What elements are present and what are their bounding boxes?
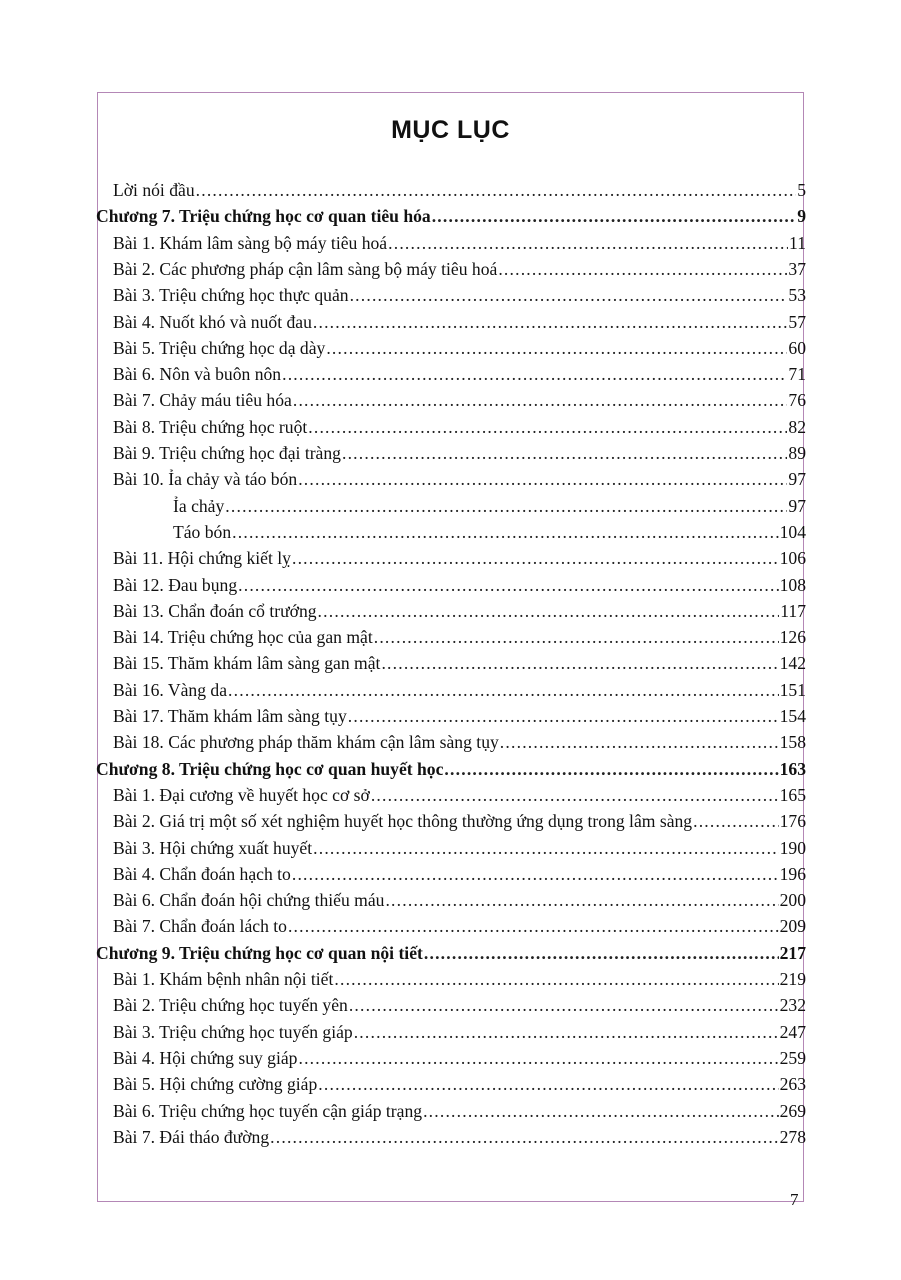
toc-entry-page: 209 [779,916,806,937]
toc-chapter-entry [96,203,806,229]
toc-entry-label: Bài 11. Hội chứng kiết lỵ [113,548,291,569]
toc-entry-label: Ỉa chảy [173,495,225,516]
toc-entry-page: 126 [779,627,806,648]
toc-entry-page: 263 [779,1074,806,1095]
toc-entry-label: Lời nói đầu [113,180,195,200]
toc-entry [113,835,806,861]
toc-entry [113,230,806,256]
toc-entry-page: 176 [779,811,806,832]
toc-entry [113,545,806,571]
toc-dot-leader [282,361,787,387]
toc-dot-leader [498,256,787,282]
toc-entry [113,572,806,598]
toc-entry [113,1019,806,1045]
toc-entry-page: 108 [779,574,806,595]
toc-entry-label: Bài 4. Nuốt khó và nuốt đau [113,311,312,332]
toc-entry-page: 60 [788,337,806,358]
toc-dot-leader [288,913,779,939]
toc-entry-page: 97 [788,495,806,516]
toc-entry-label: Táo bón [173,521,232,542]
toc-entry-label: Bài 6. Triệu chứng học tuyến cận giáp trạng [113,1100,423,1121]
toc-dot-leader [318,1071,778,1097]
toc-entry-label: Bài 6. Chẩn đoán hội chứng thiếu máu [113,890,385,911]
toc-entry [113,282,806,308]
toc-entry [113,1124,806,1150]
toc-entry-label: Bài 3. Hội chứng xuất huyết [113,837,313,858]
toc-entry [173,493,806,519]
toc-dot-leader [385,887,778,913]
toc-entry-page: 5 [797,180,806,200]
toc-dot-leader [225,493,787,519]
toc-dot-leader [381,650,778,676]
toc-entry [113,440,806,466]
toc-entry-label: Bài 6. Nôn và buôn nôn [113,364,282,385]
toc-entry-label: Bài 3. Triệu chứng học tuyến giáp [113,1021,353,1042]
toc-entry-label: Chương 8. Triệu chứng học cơ quan huyết học [96,758,444,779]
toc-entry-label: Bài 8. Triệu chứng học ruột [113,416,308,437]
toc-entry-page: 76 [788,390,806,411]
toc-entry [113,677,806,703]
toc-entry-label: Bài 5. Triệu chứng học dạ dày [113,337,326,358]
toc-entry-label: Bài 1. Đại cương về huyết học cơ sở [113,784,370,805]
toc-entry-label: Chương 9. Triệu chứng học cơ quan nội tiết [96,942,423,963]
toc-entry-label: Bài 16. Vàng da [113,679,228,700]
toc-dot-leader [349,992,779,1018]
toc-dot-leader [228,677,779,703]
toc-dot-leader [326,335,787,361]
toc-entry-label: Bài 13. Chẩn đoán cổ trướng [113,600,317,621]
toc-dot-leader [423,1098,779,1124]
toc-entry [113,992,806,1018]
toc-entry-label: Chương 7. Triệu chứng học cơ quan tiêu hóa [96,206,431,227]
toc-entry [113,414,806,440]
toc-entry-label: Bài 2. Các phương pháp cận lâm sàng bộ máy tiêu hoá [113,258,498,279]
toc-entry [113,729,806,755]
toc-entry-page: 71 [788,364,806,385]
toc-entry [113,335,806,361]
toc-entry-label: Bài 7. Chảy máu tiêu hóa [113,390,292,411]
toc-entry [113,861,806,887]
toc-entry-page: 11 [789,232,806,253]
toc-dot-leader [298,1045,778,1071]
page-title: MỤC LỤC [391,116,510,144]
toc-entry [113,966,806,992]
toc-chapter-entry [96,756,806,782]
toc-entry [113,887,806,913]
toc-dot-leader [371,782,779,808]
toc-dot-leader [424,940,779,966]
toc-entry-page: 142 [779,653,806,674]
toc-entry [113,361,806,387]
toc-dot-leader [500,729,779,755]
toc-dot-leader [298,466,787,492]
toc-entry-page: 37 [788,258,806,279]
toc-entry-label: Bài 3. Triệu chứng học thực quản [113,285,349,306]
toc-dot-leader [388,230,788,256]
toc-dot-leader [293,387,788,413]
toc-dot-leader [374,624,779,650]
toc-entry-label: Bài 10. Ỉa chảy và táo bón [113,469,298,490]
toc-entry-page: 106 [779,548,806,569]
toc-entry-label: Bài 18. Các phương pháp thăm khám cận lâm sàng tụy [113,732,499,753]
toc-entry-label: Bài 2. Triệu chứng học tuyến yên [113,995,348,1016]
toc-entry-label: Bài 5. Hội chứng cường giáp [113,1074,318,1095]
toc-entry [113,177,806,203]
toc-dot-leader [292,861,779,887]
toc-entry-label: Bài 7. Đái tháo đường [113,1126,270,1147]
toc-entry-page: 117 [780,600,806,621]
toc-entry-page: 53 [788,285,806,306]
toc-entry-label: Bài 1. Khám lâm sàng bộ máy tiêu hoá [113,232,388,253]
toc-dot-leader [334,966,778,992]
toc-dot-leader [232,519,778,545]
toc-dot-leader [308,414,787,440]
toc-entry [113,309,806,335]
toc-entry-page: 82 [788,416,806,437]
toc-entry-page: 57 [788,311,806,332]
toc-entry-label: Bài 17. Thăm khám lâm sàng tụy [113,706,347,726]
toc-entry [113,913,806,939]
toc-entry-page: 9 [797,206,806,227]
toc-dot-leader [196,177,797,203]
toc-dot-leader [432,203,797,229]
toc-entry [113,808,806,834]
toc-entry-page: 219 [779,969,806,989]
toc-entry-page: 163 [779,758,806,779]
toc-entry [113,650,806,676]
toc-entry-label: Bài 14. Triệu chứng học của gan mật [113,627,373,648]
toc-entry-page: 196 [779,863,806,884]
toc-chapter-entry [96,940,806,966]
toc-entry-page: 190 [779,837,806,858]
toc-dot-leader [354,1019,779,1045]
toc-entry-label: Bài 15. Thăm khám lâm sàng gan mật [113,653,381,674]
toc-entry-label: Bài 4. Hội chứng suy giáp [113,1047,298,1068]
toc-entry [113,1071,806,1097]
toc-entry-label: Bài 2. Giá trị một số xét nghiệm huyết học thông thường ứng dụng trong lâm sàng [113,811,693,832]
toc-entry-page: 200 [779,890,806,911]
toc-entry [113,387,806,413]
toc-entry-page: 104 [779,521,806,542]
toc-entry-label: Bài 7. Chẩn đoán lách to [113,916,287,937]
toc-entry-page: 151 [779,679,806,700]
toc-dot-leader [342,440,787,466]
toc-entry-page: 165 [779,784,806,805]
toc-entry-label: Bài 12. Đau bụng [113,574,238,595]
toc-entry [113,624,806,650]
toc-dot-leader [318,598,780,624]
toc-dot-leader [270,1124,778,1150]
toc-entry-page: 154 [779,706,806,726]
toc-entry [113,703,806,729]
toc-entry [113,782,806,808]
toc-entry [113,466,806,492]
toc-dot-leader [350,282,788,308]
toc-entry [173,519,806,545]
toc-dot-leader [444,756,778,782]
toc-entry-label: Bài 9. Triệu chứng học đại tràng [113,443,341,463]
toc-dot-leader [313,835,778,861]
toc-entry-page: 259 [779,1047,806,1068]
toc-entry [113,1045,806,1071]
toc-entry-page: 269 [779,1100,806,1121]
toc-dot-leader [313,309,788,335]
toc-entry-page: 232 [779,995,806,1016]
toc-entry [113,256,806,282]
toc-dot-leader [348,703,779,729]
toc-entry [113,598,806,624]
toc-dot-leader [693,808,779,834]
toc-dot-leader [292,545,779,571]
toc-entry-page: 89 [788,443,806,463]
toc-entry-label: Bài 4. Chẩn đoán hạch to [113,863,291,884]
toc-entry-page: 247 [779,1021,806,1042]
toc-entry-page: 278 [779,1126,806,1147]
toc-entry-page: 217 [779,942,806,963]
page-number: 7 [790,1190,799,1209]
toc-entry-label: Bài 1. Khám bệnh nhân nội tiết [113,969,334,989]
toc-entry-page: 158 [779,732,806,753]
toc-entry-page: 97 [788,469,806,490]
toc-dot-leader [238,572,778,598]
toc-entry [113,1098,806,1124]
